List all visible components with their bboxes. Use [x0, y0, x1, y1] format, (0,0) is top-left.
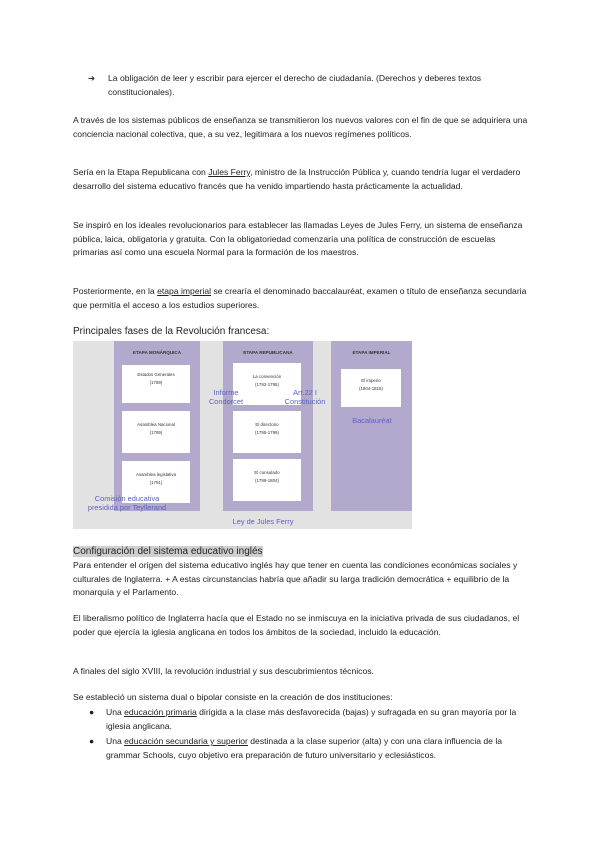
paragraph-imperial-stage: Posteriormente, en la etapa imperial se crearía el denominado baccalauréat, examen o título de enseñanza secundaria que permitía el acceso a los estudios superiores.: [73, 286, 527, 310]
paragraph-republican-stage: Sería en la Etapa Republicana con Jules Ferry, ministro de la Instrucción Pública y, cuando tendría lugar el verdadero desarrollo del sistema educativo francés que ha venido impartiendo hasta prácticamente la actualidad.: [73, 167, 521, 191]
educacion-secundaria-link[interactable]: educación secundaria y superior: [124, 736, 248, 747]
list-item: ● Una educación secundaria y superior destinada a la clase superior (alta) y con una clara influencia de la grammar Schools, cuyo objetivo era preparación de futuro universitario y eclesiásticos.: [89, 736, 503, 760]
etapa-imperial-link[interactable]: etapa imperial: [157, 286, 212, 296]
column-title: ETAPA MONÁRQUICA: [132, 350, 182, 355]
revolution-phases-diagram: [73, 341, 412, 529]
phase-box: El directorio (1795-1799): [233, 411, 301, 453]
phase-box: El imperio (1804-1815): [341, 369, 401, 407]
paragraph-english-origin: Para entender el origen del sistema educativo inglés hay que tener en cuenta las condiciones económicas sociales y culturales de Inglaterra. + A estas circunstancias habría que añadir su larga tradición democrática + equilibrio de la monarquía y el Parlamento.: [73, 560, 518, 598]
column-republicana: [223, 341, 313, 511]
phase-box: El consulado (1799-1804): [233, 459, 301, 501]
dual-system-list: [73, 706, 533, 764]
section-heading-ingles: Configuración del sistema educativo inglés: [73, 546, 263, 557]
column-monarquica: [114, 341, 200, 511]
paragraph-liberalism: El liberalismo político de Inglaterra hacía que el Estado no se inmiscuya en la iniciativa privada de sus ciudadanos, el poder que ejercía la iglesia anglicana en todos los ámbitos de la sociedad, incluido la educación.: [73, 613, 520, 637]
column-title: ETAPA REPUBLICANA: [243, 350, 293, 355]
list-item: ● Una educación primaria dirigida a la clase más desfavorecida (bajas) y sufragada en su gran mayoría por la iglesia anglicana.: [89, 707, 517, 731]
intro-bullet-text: La obligación de leer y escribir para ejercer el derecho de ciudadanía. (Derechos y deberes textos constitucionales).: [108, 73, 482, 97]
arrow-icon: ➔: [88, 73, 96, 83]
paragraph-ferry-laws: Se inspiró en los ideales revolucionarios para establecer las llamadas Leyes de Jules Ferry, un sistema de enseñanza pública, laica, obligatoria y gratuita. Con la obligatoriedad comenzaría una política de construcción de escuelas primarias así como una escuela Normal para la formación de los maestros.: [73, 220, 523, 258]
annotation-comision: Comisión educativa presidida por Teyllerand: [87, 494, 167, 512]
educacion-primaria-link[interactable]: educación primaria: [124, 707, 197, 717]
phase-box: Asamblea legislativa (1791): [122, 461, 190, 503]
paragraph-dual-system: Se estableció un sistema dual o bipolar consiste en la creación de dos instituciones:: [73, 692, 393, 702]
annotation-art-22: Art.22 I Constitución: [284, 388, 326, 406]
phase-box: Estados Generales (1789): [122, 365, 190, 403]
annotation-ley-jules-ferry: Ley de Jules Ferry: [232, 517, 294, 526]
bullet-icon: ●: [89, 736, 95, 747]
phase-box: Asamblea Nacional (1789): [122, 411, 190, 453]
bullet-icon: ●: [89, 707, 95, 717]
paragraph-public-education: A través de los sistemas públicos de enseñanza se transmitieron los nuevos valores con el fin de que se adquiriera una conciencia nacional colectiva, que, a su vez, legitimara a los nuevos regímenes políticos.: [73, 115, 528, 139]
annotation-bacalaureat: Bacalauréat: [352, 416, 392, 425]
annotation-informe-condorcet: Informe Condorcet: [208, 388, 244, 406]
jules-ferry-link[interactable]: Jules Ferry: [208, 167, 251, 177]
phase-box: La convención (1792-1795): [233, 363, 301, 405]
paragraph-industrial-revolution: A finales del siglo XVIII, la revolución industrial y sus descubrimientos técnicos.: [73, 666, 374, 676]
column-imperial: [331, 341, 412, 511]
intro-arrow-item: [88, 72, 528, 99]
column-title: ETAPA IMPERIAL: [352, 350, 391, 355]
diagram-heading: Principales fases de la Revolución francesa:: [73, 326, 270, 337]
